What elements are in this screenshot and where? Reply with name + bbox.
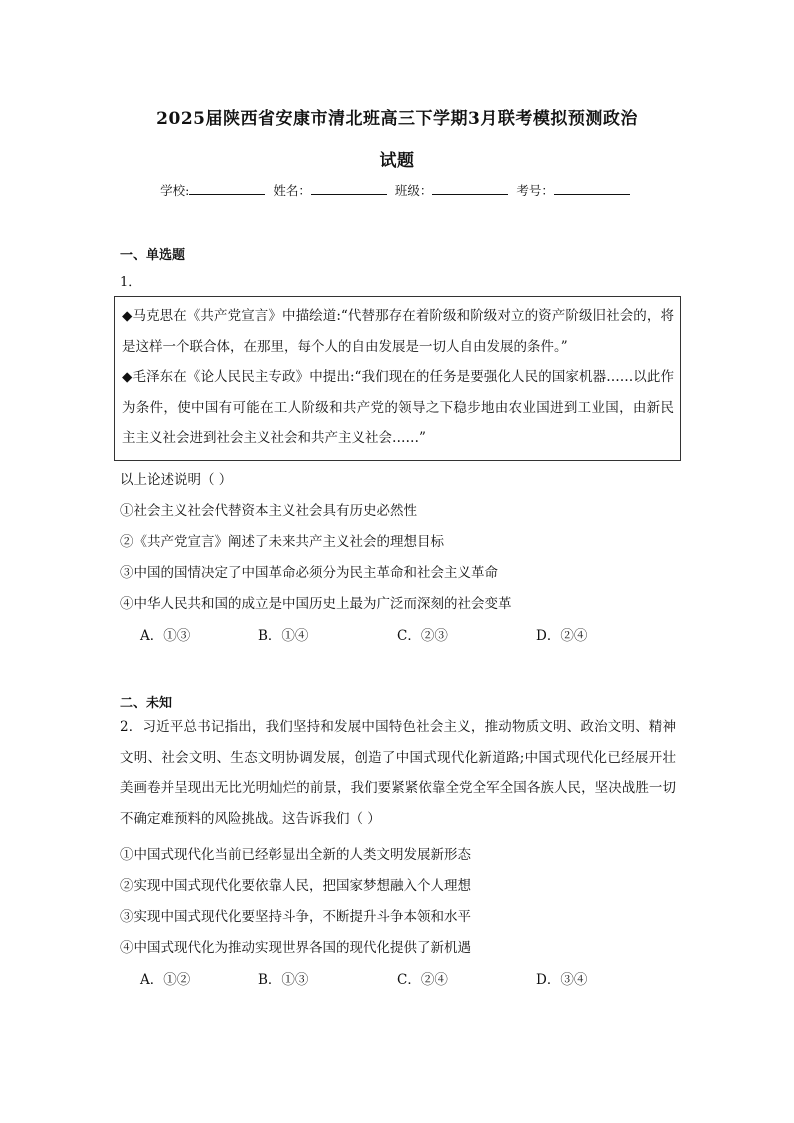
question-2-option-d[interactable]: D．③④: [536, 972, 588, 988]
exam-title-line1: 2025届陕西省安康市清北班高三下学期3月联考模拟预测政治: [156, 109, 638, 129]
question-1-number: 1．: [120, 275, 142, 290]
name-label: 姓名：: [273, 183, 311, 198]
exam-title-line2: 试题: [379, 151, 415, 171]
student-info-row: [0, 181, 794, 199]
exam-no-blank[interactable]: [554, 182, 630, 195]
question-1-option-b[interactable]: B．①④: [258, 628, 309, 644]
question-1-statement-1: ①社会主义社会代替资本主义社会具有历史必然性: [120, 503, 417, 519]
question-1-statement-3: ③中国的国情决定了中国革命必须分为民主革命和社会主义革命: [120, 565, 498, 581]
question-2-statement-2: ②实现中国式现代化要依靠人民，把国家梦想融入个人理想: [120, 878, 471, 894]
question-1-stem: 以上论述说明（ ）: [120, 472, 233, 488]
quote-mao: ◆毛泽东在《论人民民主专政》中提出:“我们现在的任务是要强化人民的国家机器……以此作为条件，使中国有可能在工人阶级和共产党的领导之下稳步地由农业国进到工业国，由新民主主义社会进到社会主义社会和共产主义社会……”: [122, 369, 674, 446]
question-2-statement-3: ③实现中国式现代化要坚持斗争，不断提升斗争本领和水平: [120, 909, 471, 925]
section-heading-single-choice: 一、单选题: [120, 248, 186, 263]
question-1-option-d[interactable]: D．②④: [536, 628, 588, 644]
quote-marx: ◆马克思在《共产党宣言》中描绘道:“代替那存在着阶级和阶级对立的资产阶级旧社会的，将是这样一个联合体，在那里，每个人的自由发展是一切人自由发展的条件。”: [122, 308, 674, 355]
question-2-statement-4: ④中国式现代化为推动实现世界各国的现代化提供了新机遇: [120, 940, 471, 956]
question-1-option-c[interactable]: C．②③: [397, 628, 448, 644]
question-2-option-a[interactable]: A．①②: [140, 972, 191, 988]
quote-box: [114, 296, 681, 461]
name-blank[interactable]: [311, 182, 387, 195]
section-heading-unknown: 二、未知: [120, 696, 173, 711]
question-2-text: 2．习近平总书记指出，我们坚持和发展中国特色社会主义，推动物质文明、政治文明、精神文明、社会文明、生态文明协调发展，创造了中国式现代化新道路;中国式现代化已经展开壮美画卷并呈现出无比光明灿烂的前景，我们要紧紧依靠全党全军全国各族人民，坚决战胜一切不确定难预料的风险挑战。这告诉我们（ ）: [120, 719, 676, 827]
school-label: 学校:: [160, 183, 190, 198]
question-2-option-b[interactable]: B．①③: [258, 972, 309, 988]
class-label: 班级：: [394, 183, 433, 198]
question-1-option-a[interactable]: A．①③: [140, 628, 191, 644]
question-2-option-c[interactable]: C．②④: [397, 972, 448, 988]
question-1-statement-2: ②《共产党宣言》阐述了未来共产主义社会的理想目标: [120, 534, 444, 550]
exam-no-label: 考号：: [516, 183, 554, 198]
question-1-statement-4: ④中华人民共和国的成立是中国历史上最为广泛而深刻的社会变革: [120, 596, 512, 612]
school-blank[interactable]: [189, 182, 265, 195]
question-2-statement-1: ①中国式现代化当前已经彰显出全新的人类文明发展新形态: [120, 847, 471, 863]
class-blank[interactable]: [432, 182, 508, 195]
